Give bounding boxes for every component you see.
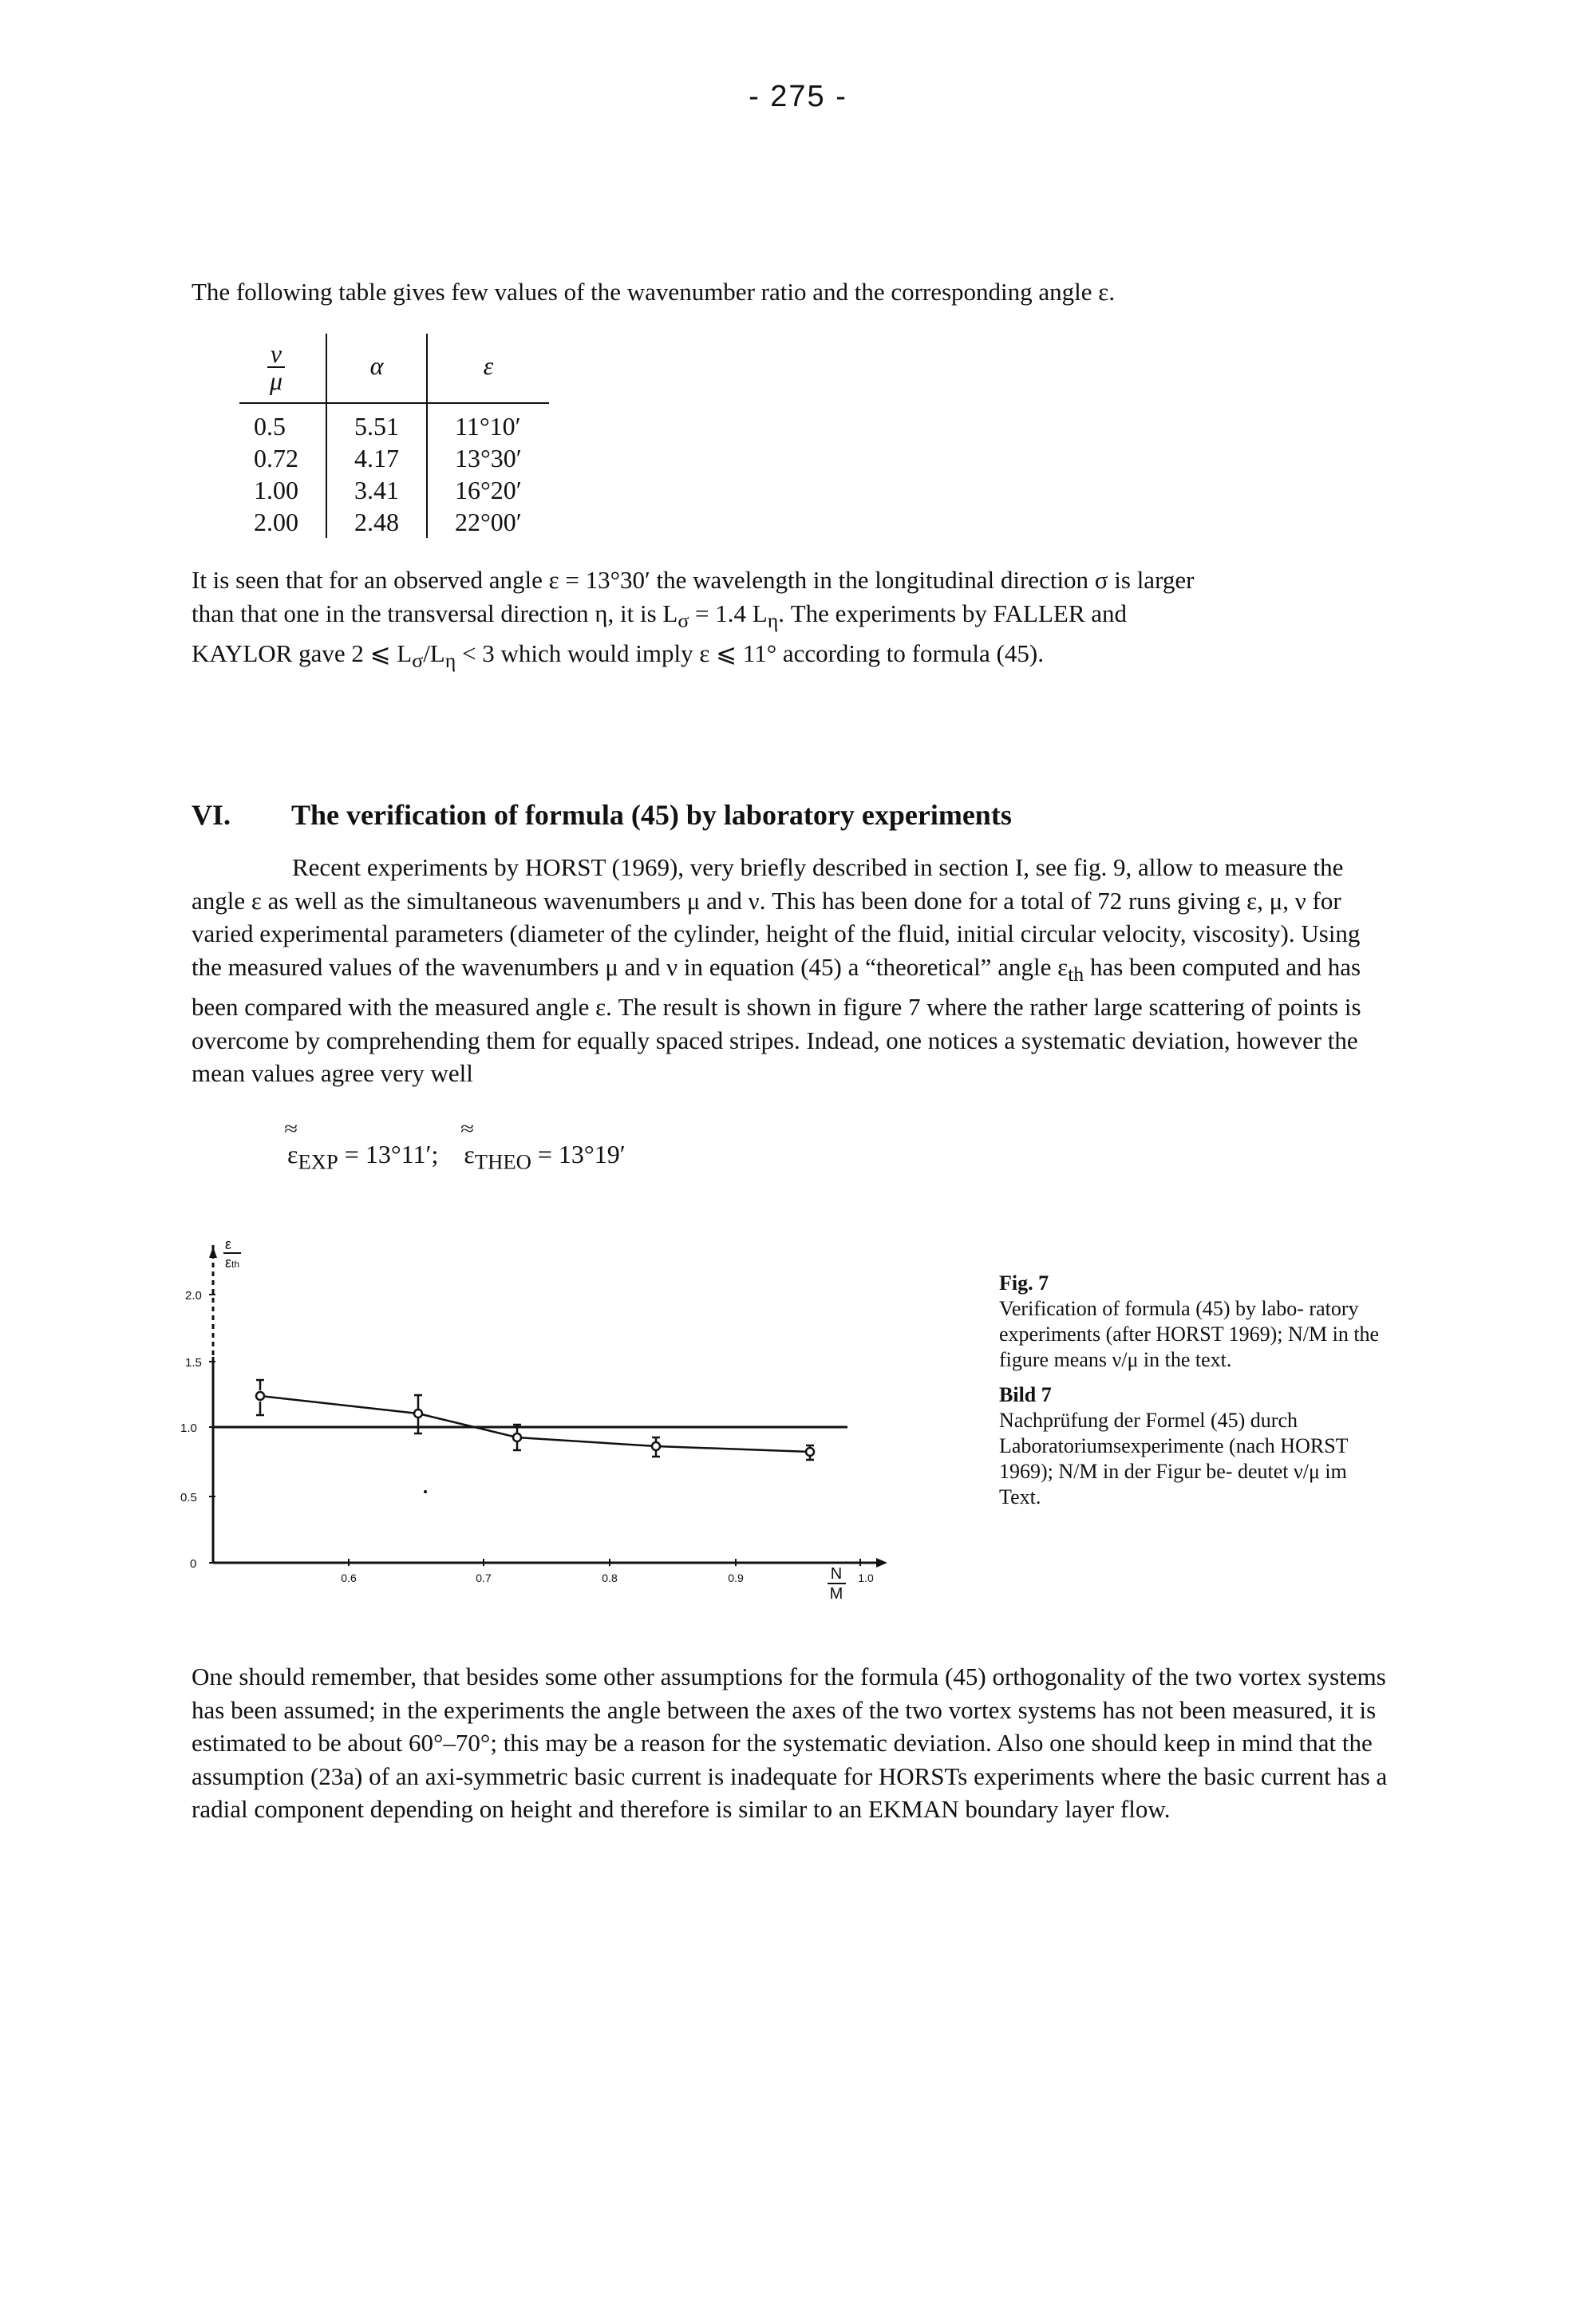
- data-point: [652, 1442, 660, 1450]
- x-tick-0-7: 0.7: [476, 1572, 492, 1584]
- text: < 3 which would imply ε ⩽ 11° according to formula (45).: [456, 639, 1044, 668]
- error-bars: [256, 1380, 814, 1460]
- text: . The experiments by FALLER and: [778, 599, 1128, 627]
- x-tick-labels: [341, 1572, 874, 1584]
- caption-de-heading: Bild 7: [999, 1383, 1052, 1406]
- x-tick-0-8: 0.8: [602, 1572, 618, 1584]
- cell-alpha: 3.41: [326, 474, 427, 506]
- y-tick-1-0: 1.0: [180, 1421, 197, 1435]
- caption-en-heading: Fig. 7: [999, 1271, 1049, 1295]
- text: ε: [225, 1255, 232, 1271]
- y-label-numerator: ε: [225, 1236, 232, 1252]
- y-tick-0: 0: [190, 1557, 197, 1571]
- figure-caption: [999, 1271, 1382, 1520]
- data-series-line: [260, 1396, 810, 1452]
- theo-subscript: THEO: [474, 1149, 531, 1174]
- subscript: η: [767, 608, 779, 632]
- cell-alpha: 2.48: [326, 506, 427, 538]
- cell-ratio: 2.00: [239, 506, 326, 538]
- header-epsilon: ε: [427, 334, 549, 403]
- epsilon-exp-symbol: ≈ ε: [287, 1140, 298, 1169]
- observation-line-1: It is seen that for an observed angle ε = 13°30′ the wavelength in the longitudinal direction σ is larger: [192, 566, 1195, 594]
- text: has been computed and has been compared with the measured angle ε. The result is shown in figure 7 where the rather large scattering of points is overcome by comprehending them for equally spaced stripes. Indead, one notices a systematic deviation, however the mean values agree very well: [192, 952, 1361, 1088]
- data-point: [513, 1433, 521, 1441]
- closing-paragraph: One should remember, that besides some other assumptions for the formula (45) orthogonality of the two vortex systems has been assumed; in the experiments the angle between the axes of the two vortex systems has not been measured, it is estimated to be about 60°–70°; this may be a reason for the systematic deviation. Also one should keep in mind that the assumption (23a) of an axi-symmetric basic current is inadequate for HORSTs experiments where the basic current has a radial component depending on height and therefore is similar to an EKMAN boundary layer flow.: [192, 1663, 1388, 1823]
- subscript: σ: [412, 649, 424, 673]
- x-axis-label: [828, 1565, 846, 1603]
- intro-paragraph: The following table gives few values of the wavenumber ratio and the corresponding angle ε.: [192, 278, 1116, 306]
- cell-ratio: 0.5: [239, 403, 326, 442]
- page-number: - 275 -: [749, 80, 847, 113]
- text: Recent experiments by HORST (1969), very briefly described in section I, see fig. 9, allow to measure the angle ε as well as the simultaneous wavenumbers μ and ν. This has been done for a total of 72 runs giving ε, μ, ν for varied experimental parameters (diameter of the cylinder, height of the fluid, initial circular velocity, viscosity). Using the measured values of the wavenumbers μ and ν in equation (45) a “theoretical” angle ε: [192, 853, 1361, 981]
- stray-dot: [424, 1490, 427, 1493]
- caption-en-text: Verification of formula (45) by labo- ratory experiments (after HORST 1969); N/M in the figure means ν/μ in the text.: [999, 1297, 1380, 1371]
- data-point: [806, 1448, 814, 1456]
- data-markers: [256, 1392, 814, 1456]
- y-tick-1-5: 1.5: [185, 1356, 202, 1370]
- cell-ratio: 1.00: [239, 474, 326, 506]
- figure-7-chart: [0, 0, 958, 1636]
- cell-ratio: 0.72: [239, 442, 326, 474]
- theo-value: = 13°19′: [531, 1140, 626, 1168]
- y-tick-0-5: 0.5: [180, 1491, 197, 1504]
- subscript: th: [1068, 962, 1084, 986]
- exp-value: = 13°11′;: [338, 1140, 439, 1168]
- cell-alpha: 4.17: [326, 442, 427, 474]
- y-tick-2-0: 2.0: [185, 1289, 202, 1303]
- data-point: [256, 1392, 264, 1400]
- x-label-numerator: N: [830, 1565, 843, 1583]
- section-title: The verification of formula (45) by laboratory experiments: [291, 799, 1012, 831]
- caption-de-text: Nachprüfung der Formel (45) durch Laboratoriumsexperimente (nach HORST 1969); N/M in der Figur be- deutet ν/μ im Text.: [999, 1409, 1349, 1508]
- x-tick-1-0: 1.0: [858, 1572, 874, 1584]
- header-alpha: α: [326, 334, 427, 403]
- y-axis-label: [223, 1236, 241, 1271]
- cell-epsilon: 16°20′: [455, 476, 522, 504]
- cell-epsilon: 13°30′: [455, 444, 522, 472]
- text: KAYLOR gave 2 ⩽ L: [192, 639, 413, 668]
- x-axis-arrow-icon: [876, 1558, 887, 1568]
- y-tick-labels: [180, 1289, 202, 1571]
- cell-alpha: 5.51: [326, 403, 427, 442]
- subscript: σ: [678, 608, 689, 632]
- section-number: VI.: [192, 799, 231, 831]
- text: = 1.4 L: [689, 599, 768, 627]
- text: /L: [423, 639, 445, 668]
- exp-subscript: EXP: [298, 1149, 338, 1174]
- y-label-denominator: [225, 1255, 239, 1271]
- cell-epsilon: 22°00′: [455, 508, 522, 536]
- ratio-denominator: μ: [269, 366, 283, 395]
- subscript: η: [444, 649, 456, 673]
- text: than that one in the transversal direction η, it is L: [192, 599, 678, 627]
- epsilon-theo-symbol: ≈ ε: [464, 1140, 474, 1169]
- x-label-denominator: M: [829, 1585, 843, 1603]
- y-axis-arrow-icon: [209, 1247, 217, 1258]
- subscript: th: [231, 1259, 240, 1270]
- ratio-numerator: ν: [267, 341, 285, 368]
- x-tick-0-6: 0.6: [341, 1572, 357, 1584]
- data-point: [414, 1410, 422, 1417]
- cell-epsilon: 11°10′: [455, 412, 521, 441]
- x-tick-0-9: 0.9: [728, 1572, 744, 1584]
